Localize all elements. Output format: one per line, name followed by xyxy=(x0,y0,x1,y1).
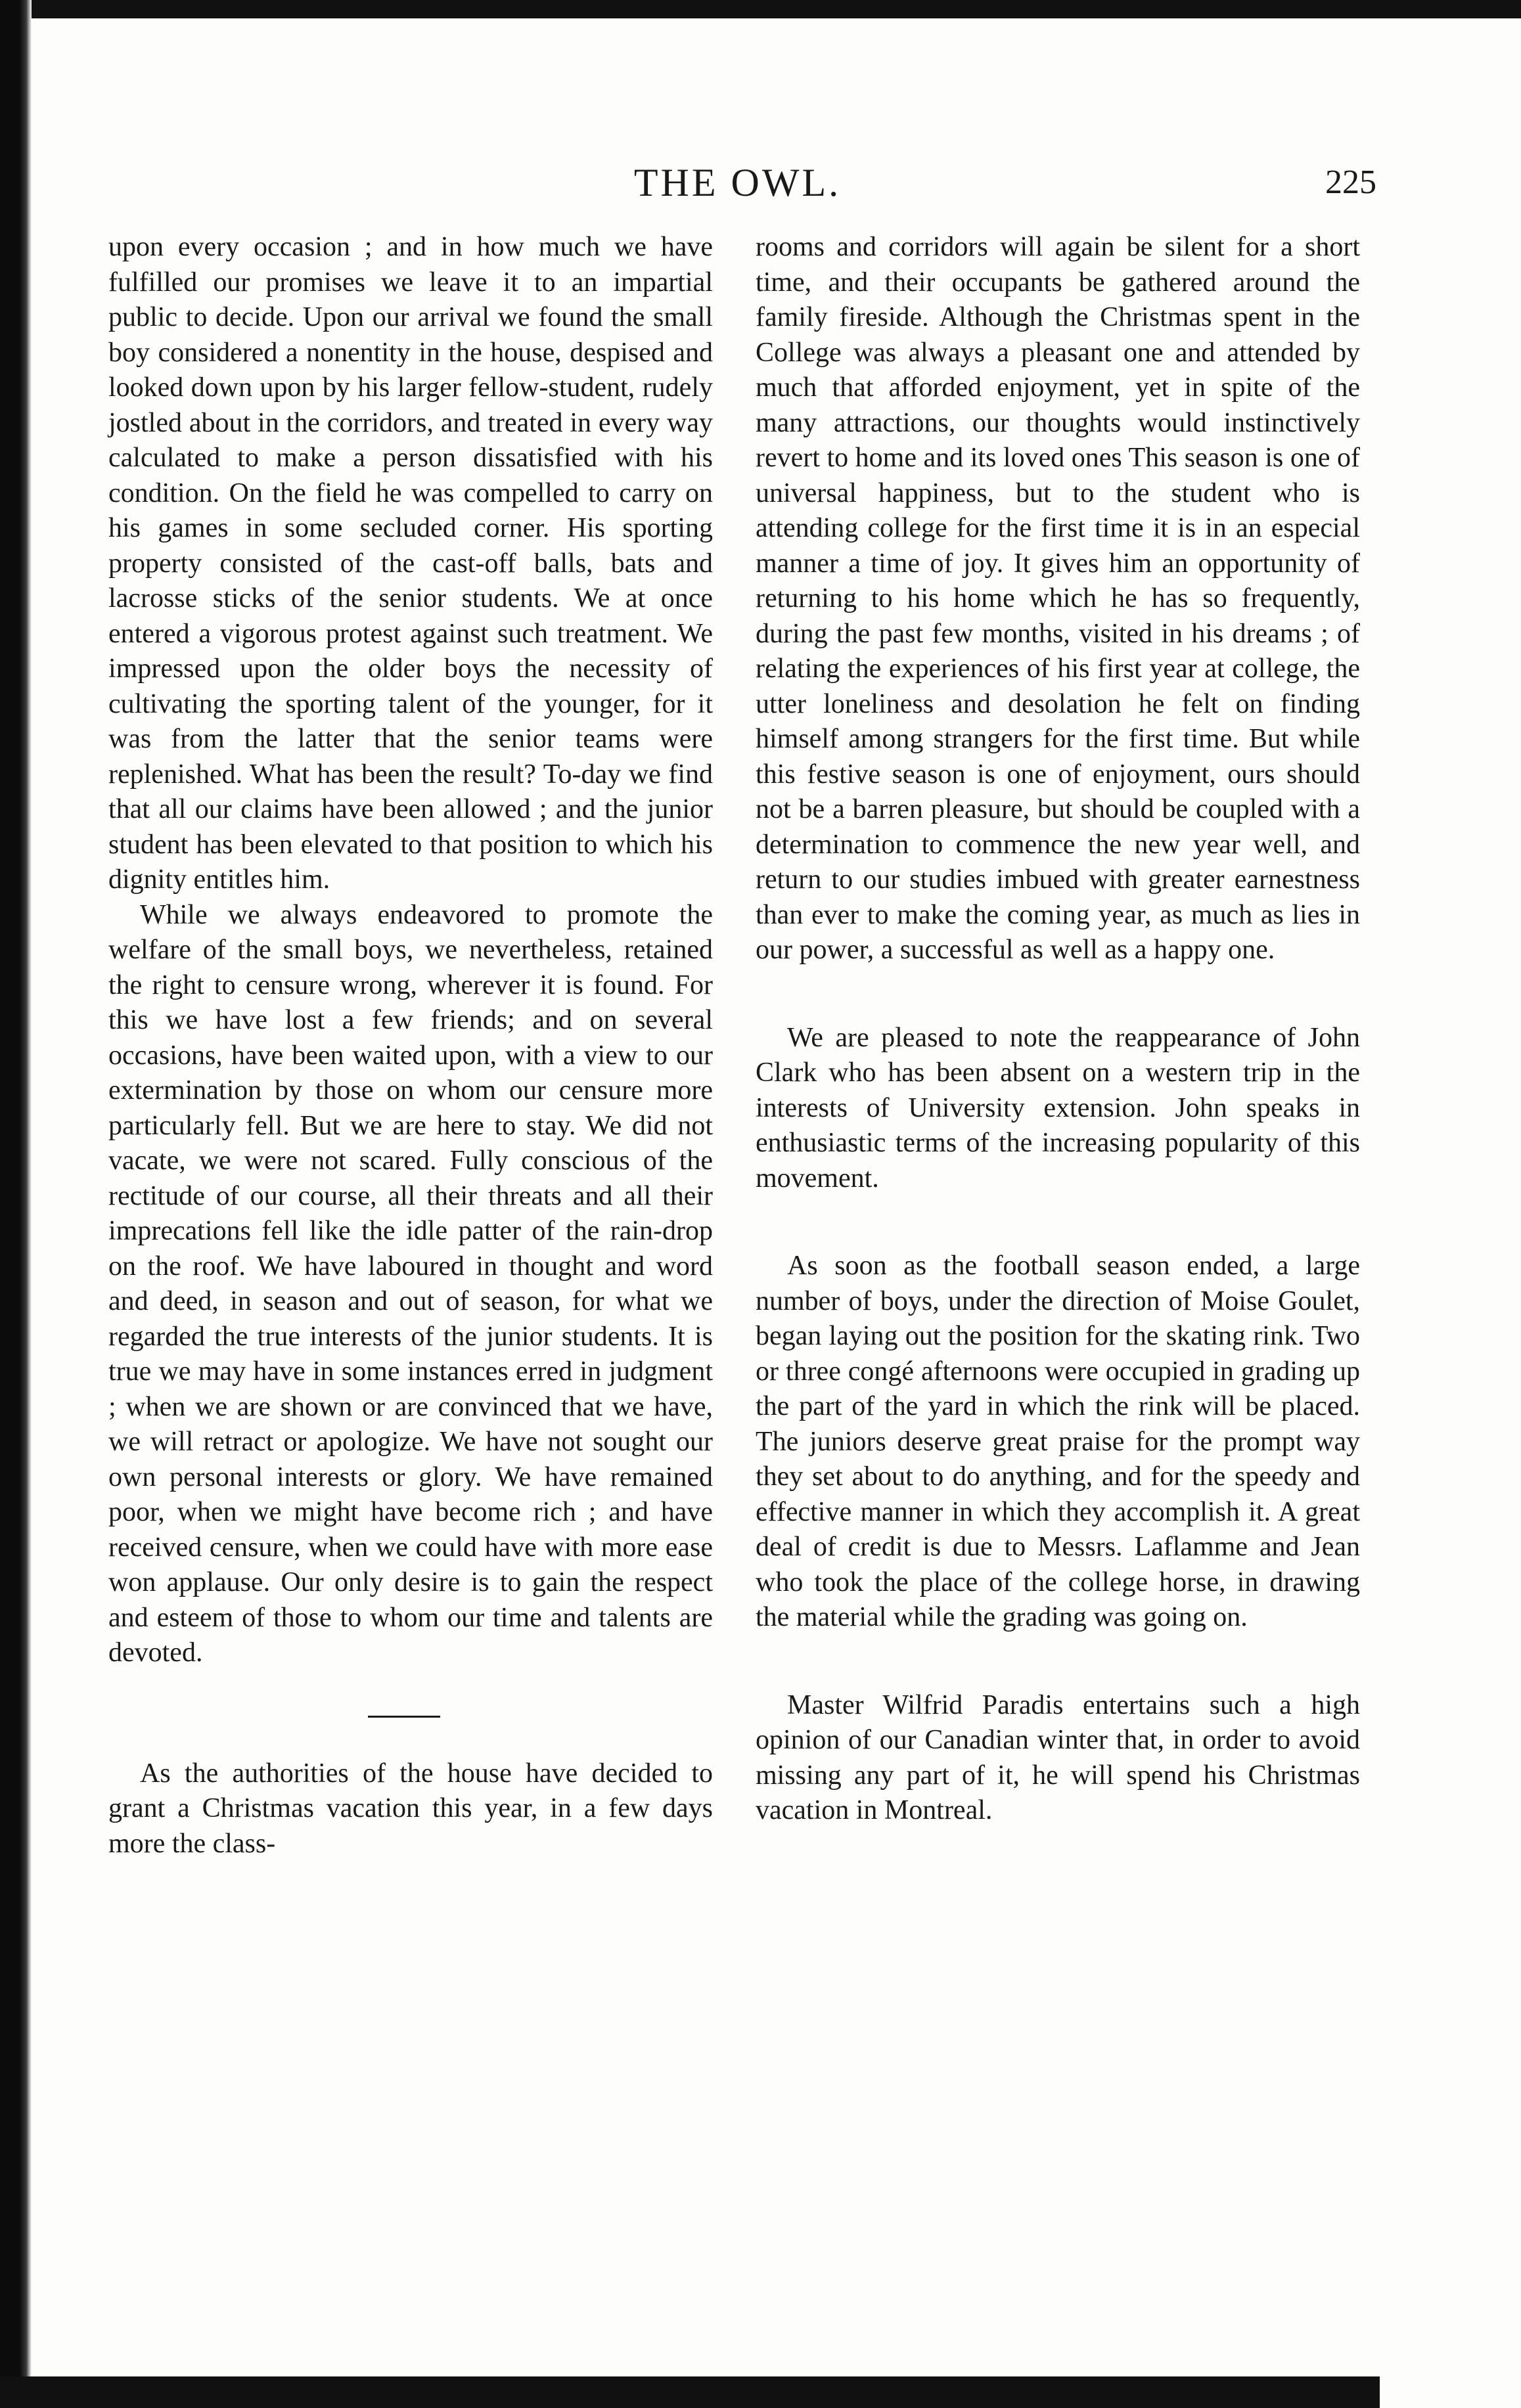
journal-title: THE OWL. xyxy=(633,161,842,204)
page-number: 225 xyxy=(1325,164,1376,201)
section-break xyxy=(756,1196,1360,1249)
paragraph-junior-promises: upon every occasion ; and in how much we have fulfilled our promises we leave it to an impartial public to decide. Upon our arrival we found the small boy considered a nonentity in the house, despised and looked down upon by his larger fellow-student, rudely jostled about in the corridors, and treated in every way calculated to make a person dissatisfied with his condition. On the field he was compelled to carry on his games in some secluded corner. His sporting property consisted of the cast-off balls, bats and lacrosse sticks of the senior students. We at once entered a vigorous protest against such treatment. We impressed upon the older boys the necessity of cultivating the sporting talent of the younger, for it was from the latter that the senior teams were replenished. What has been the result? To-day we find that all our claims have been allowed ; and the junior student has been elevated to that position to which his dignity entitles him. xyxy=(108,232,713,895)
section-break xyxy=(756,1636,1360,1688)
paragraph-christmas-fireside: rooms and corridors will again be silent for a short time, and their occupants be gathered around the family fireside. Although the Christmas spent in the College was always a pleasant one and attended by much that afforded enjoyment, yet in spite of the many attractions, our thoughts would instinctively revert to home and its loved ones This season is one of universal happiness, but to the student who is attending college for the first time it is in an especial manner a time of joy. It gives him an opportunity of returning to his home which he has so frequently, during the past few months, visited in his dreams ; of relating the experiences of his first year at college, the utter loneliness and desolation he felt on finding himself among strangers for the first time. But while this festive season is one of enjoyment, ours should not be a barren pleasure, but should be coupled with a determination to commence the new year well, and return to our studies imbued with greater earnestness than ever to make the coming year, as much as lies in our power, a successful as well as a happy one. xyxy=(756,232,1360,965)
paragraph-wilfrid-paradis: Master Wilfrid Paradis entertains such a high opinion of our Canadian winter that, in order to avoid missing any part of it, he will spend his Christmas vacation in Montreal. xyxy=(756,1689,1360,1825)
paragraph-christmas-vacation: As the authorities of the house have decided to grant a Christmas vacation this year, in a few days more the class- xyxy=(108,1758,713,1859)
section-divider xyxy=(108,1671,713,1756)
section-break xyxy=(756,968,1360,1021)
divider-rule xyxy=(368,1716,440,1718)
left-column xyxy=(108,230,713,1862)
top-page-border xyxy=(0,0,1521,18)
paragraph-john-clark: We are pleased to note the reappearance of John Clark who has been absent on a western trip in the interests of University extension. John speaks in enthusiastic terms of the increasing popularity of this movement. xyxy=(756,1022,1360,1193)
bottom-page-border xyxy=(0,2376,1380,2408)
paragraph-censure-wrong: While we always endeavored to promote the welfare of the small boys, we nevertheless, retained the right to censure wrong, wherever it is found. For this we have lost a few friends; and on several occasions, have been waited upon, with a view to our extermination by those on whom our censure more particularly fell. But we are here to stay. We did not vacate, we were not scared. Fully conscious of the rectitude of our course, all their threats and all their imprecations fell like the idle patter of the rain-drop on the roof. We have laboured in thought and word and deed, in season and out of season, for what we regarded the true interests of the junior students. It is true we may have in some instances erred in judgment ; when we are shown or are convinced that we have, we will retract or apologize. We have not sought our own personal interests or glory. We have remained poor, when we might have become rich ; and have received censure, when we could have with more ease won applause. Our only desire is to gain the respect and esteem of those to whom our time and talents are devoted. xyxy=(108,899,713,1668)
paragraph-skating-rink: As soon as the football season ended, a large number of boys, under the direction of Moise Goulet, began laying out the position for the skating rink. Two or three congé afternoons were occupied in grading up the part of the yard in which the rink will be placed. The juniors deserve great praise for the prompt way they set about to do anything, and for the speedy and effective manner in which they accomplish it. A great deal of credit is due to Messrs. Laflamme and Jean who took the place of the college horse, in drawing the material while the grading was going on. xyxy=(756,1251,1360,1632)
running-head xyxy=(99,156,1376,209)
binding-spine xyxy=(0,0,32,2408)
right-column xyxy=(756,230,1360,1829)
